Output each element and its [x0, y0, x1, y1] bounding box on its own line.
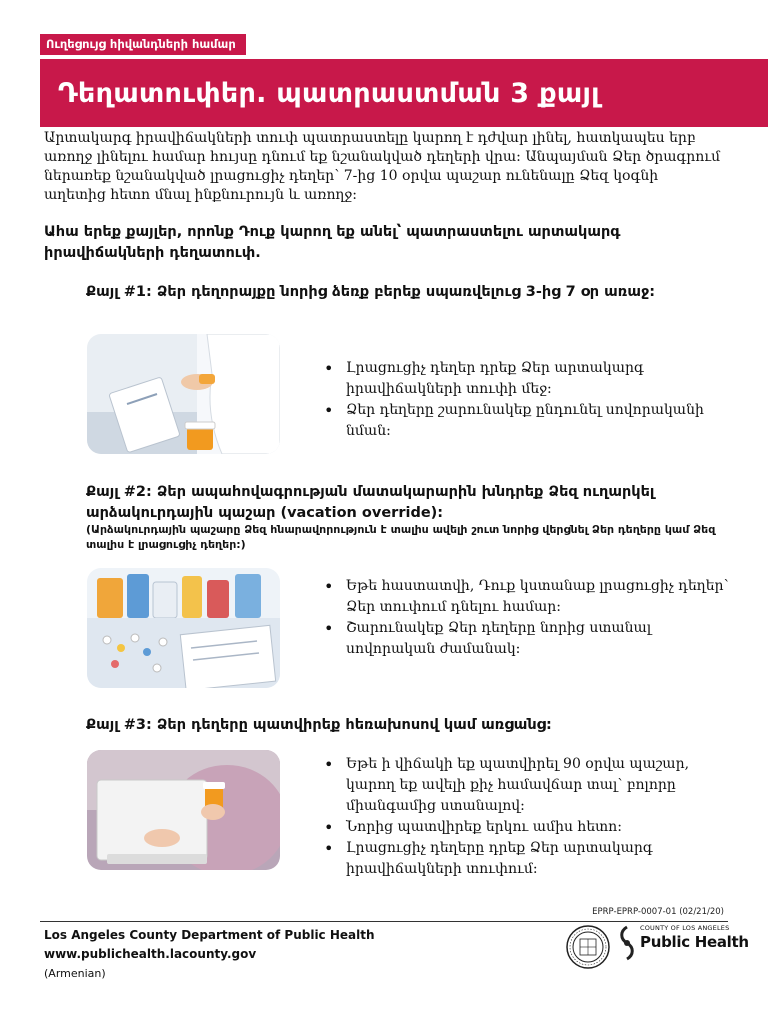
county-seal-icon: [566, 925, 610, 969]
logo-public-health-text: Public Health: [640, 933, 749, 951]
document-code: EPRP-EPRP-0007-01 (02/21/20): [592, 907, 724, 917]
header: [40, 33, 768, 127]
step-1-photo-pharmacist: [87, 334, 280, 454]
department-name: Los Angeles County Department of Public Health: [44, 928, 375, 942]
intro-paragraph: Արտակարգ իրավիճակների տուփ պատրաստելը կարող է դժվար լինել, հատկապես երբ առողջ լինելու համար հույսը դնում եք նշանակված դեղերի վրա։ Անպայման Ձեր ծրագրում ներառեք նշանակված լրացուցիչ դեղեր՝ 7-ից 10 օրվա պաշար ունենալը Ձեզ կօգնի աղետից հետո մնալ ինքնուրույն և առողջ։: [44, 130, 721, 203]
step-1-title: Քայլ #1: Ձեր դեղորայքը նորից ձեռք բերեք սպառվելուց 3-ից 7 օր առաջ:: [86, 284, 656, 300]
language-label: (Armenian): [44, 967, 106, 980]
step-3-bullet-list: [318, 754, 738, 880]
title-band: [40, 59, 768, 127]
step-2-title: Քայլ #2: Ձեր ապահովագրության մատակարարին խնդրեք Ձեզ ուղարկել արձակուրդային պաշար (vacation override):: [86, 484, 655, 521]
page-title: Դեղատուփեր. պատրաստման 3 քայլ: [58, 77, 600, 109]
step-2-photo-pills-clipboard: [87, 568, 280, 688]
lead-paragraph: Ահա երեք քայլեր, որոնք Դուք կարող եք անել՝ պատրաստելու արտակարգ իրավիճակների դեղատուփ.: [44, 224, 621, 261]
patient-guide-tag: Ուղեցույց հիվանդների համար: [40, 34, 246, 55]
step-2-bullet-list: [318, 576, 738, 660]
step-1-bullet-list: [318, 358, 738, 442]
logo-county-text: COUNTY OF LOS ANGELES: [640, 924, 730, 932]
list-item: • Լրացուցիչ դեղերը դրեք Ձեր արտակարգ իրավիճակների տուփում։: [318, 838, 738, 880]
footer-divider: [40, 921, 728, 922]
footer-info: [44, 926, 375, 983]
step-2-note: (Արձակուրդային պաշարը Ձեզ հնարավորություն է տալիս ավելի շուտ նորից վերցնել Ձեր դեղերը կամ Ձեզ տալիս է լրացուցիչ դեղեր:): [86, 523, 716, 551]
list-item: • Եթե հաստատվի, Դուք կստանաք լրացուցիչ դեղեր՝ Ձեր տուփում դնելու համար։: [318, 576, 738, 618]
list-item: • Լրացուցիչ դեղեր դրեք Ձեր արտակարգ իրավիճակների տուփի մեջ։: [318, 358, 738, 400]
list-item: • Շարունակեք Ձեր դեղերը նորից ստանալ սովորական ժամանակ։: [318, 618, 738, 660]
step-3-title: Քայլ #3: Ձեր դեղերը պատվիրեք հեռախոսով կամ առցանց:: [86, 717, 552, 733]
list-item: • Ձեր դեղերը շարունակեք ընդունել սովորականի նման։: [318, 400, 738, 442]
list-item: • Նորից պատվիրեք երկու ամիս հետո։: [318, 817, 738, 838]
list-item: • Եթե ի վիճակի եք պատվիրել 90 օրվա պաշար, կարող եք ավելի քիչ համավճար տալ՝ բոլորը միանգամից ստանալով։: [318, 754, 738, 817]
website-link[interactable]: www.publichealth.lacounty.gov: [44, 947, 257, 961]
step-3-photo-laptop: [87, 750, 280, 870]
